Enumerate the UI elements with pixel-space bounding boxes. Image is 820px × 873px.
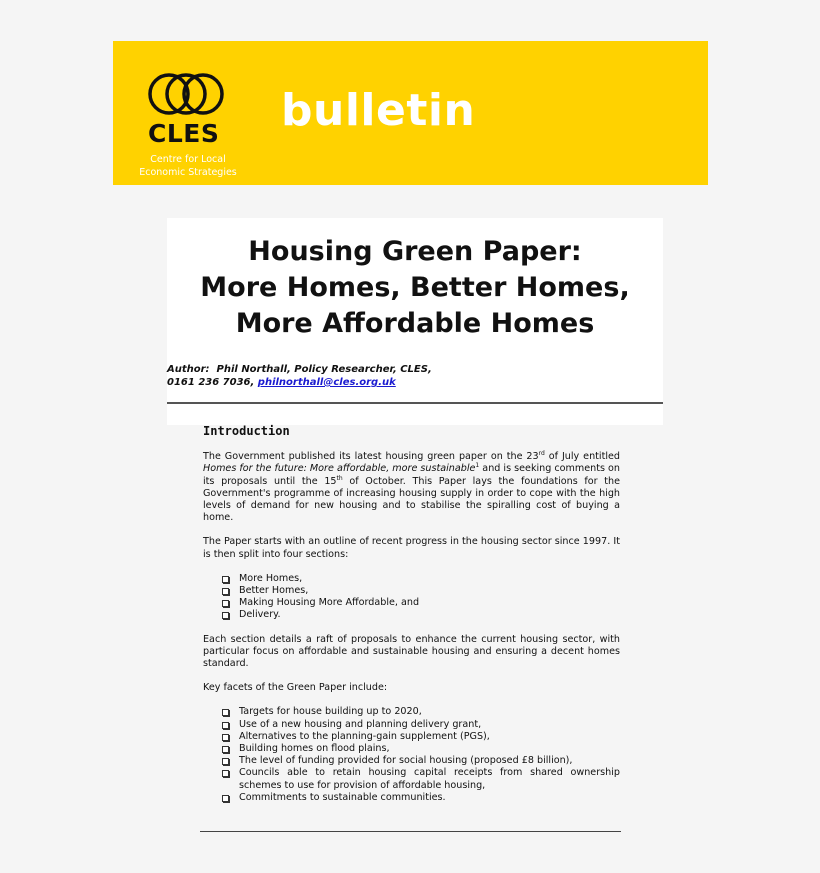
- list-item: Councils able to retain housing capital receipts from shared ownership schemes to use for provision of affordable housing,: [221, 767, 620, 791]
- p1-sup-th: th: [336, 474, 343, 482]
- title-line-1: Housing Green Paper:: [248, 236, 582, 267]
- paper-title-italic: Homes for the future: More affordable, more sustainable: [203, 463, 476, 475]
- section-heading: Introduction: [203, 424, 290, 438]
- logo-subtitle: [133, 153, 243, 179]
- author-info: [167, 363, 663, 389]
- intro-paragraph-3: Each section details a raft of proposals to enhance the current housing sector, with particular focus on affordable and sustainable housing and ensuring a decent homes standard.: [203, 633, 620, 670]
- list-item: Building homes on flood plains,: [221, 743, 620, 755]
- author-phone: 0161 236 7036,: [167, 377, 255, 388]
- intro-paragraph-2: The Paper starts with an outline of recent progress in the housing sector since 1997. It is then split into four sections:: [203, 536, 620, 560]
- p1-text-b: of July entitled: [544, 451, 620, 463]
- title-line-2: More Homes, Better Homes,: [200, 272, 630, 303]
- list-item: More Homes,: [221, 573, 620, 585]
- title-line-3: More Affordable Homes: [235, 308, 595, 339]
- p1-text-d: of October. This Paper lays the foundations for the Government's programme of increasing housing supply in order to cope with the high levels of demand for new housing and to stabilise the spiralling cost of buying a home.: [203, 475, 620, 524]
- document-title: [167, 234, 663, 342]
- list-item: Targets for house building up to 2020,: [221, 706, 620, 718]
- article-body: [203, 425, 620, 816]
- logo-text: CLES: [148, 119, 220, 148]
- p1-text-c: and is seeking comments on its proposals until the 15: [203, 463, 620, 487]
- list-item: Commitments to sustainable communities.: [221, 792, 620, 804]
- footnote-marker: 1: [475, 462, 480, 470]
- facets-list: [221, 706, 620, 804]
- footnote-divider: [200, 831, 621, 832]
- logo-subtitle-line1: Centre for Local: [150, 154, 226, 165]
- list-item: Delivery.: [221, 609, 620, 621]
- divider: [167, 402, 663, 404]
- list-item: The level of funding provided for social housing (proposed £8 billion),: [221, 755, 620, 767]
- author-label: Author:: [167, 364, 210, 375]
- intro-paragraph-4: Key facets of the Green Paper include:: [203, 682, 388, 694]
- author-name: Phil Northall, Policy Researcher, CLES,: [216, 364, 432, 375]
- intro-paragraph-1: [203, 451, 620, 524]
- list-item: Better Homes,: [221, 585, 620, 597]
- logo-subtitle-line2: Economic Strategies: [139, 167, 237, 178]
- author-email-link[interactable]: philnorthall@cles.org.uk: [257, 377, 396, 388]
- cles-rings-logo-icon: [147, 69, 225, 119]
- list-item: Making Housing More Affordable, and: [221, 597, 620, 609]
- p1-text-a: The Government published its latest housing green paper on the 23: [203, 451, 539, 463]
- header-banner: [113, 41, 708, 185]
- list-item: Use of a new housing and planning delivery grant,: [221, 719, 620, 731]
- title-block: [167, 218, 663, 425]
- sections-list: [221, 573, 620, 622]
- list-item: Alternatives to the planning-gain supplement (PGS),: [221, 731, 620, 743]
- p1-sup-rd: rd: [538, 450, 545, 458]
- banner-title: bulletin: [281, 85, 476, 136]
